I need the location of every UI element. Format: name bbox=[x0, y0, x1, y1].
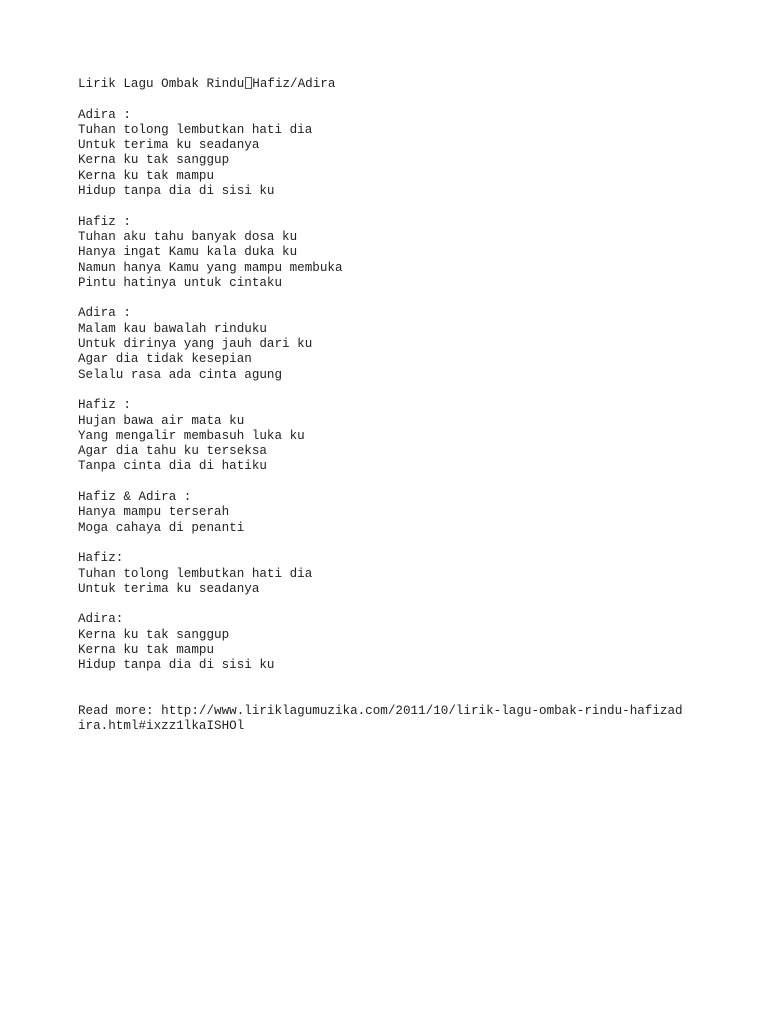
verse-6-speaker: Hafiz: bbox=[78, 551, 124, 566]
verse-4-speaker: Hafiz : bbox=[78, 398, 131, 413]
read-more-line-1: Read more: http://www.liriklagumuzika.com/2011/10/lirik-lagu-ombak-rindu-hafizad bbox=[78, 704, 683, 719]
lyric-line: Selalu rasa ada cinta agung bbox=[78, 367, 283, 382]
blank-line bbox=[78, 92, 738, 107]
lyric-line: Hanya ingat Kamu kala duka ku bbox=[78, 245, 298, 260]
blank-line bbox=[78, 674, 738, 705]
verse-2-speaker: Hafiz : bbox=[78, 214, 131, 229]
lyric-line: Agar dia tidak kesepian bbox=[78, 352, 252, 367]
verse-3-speaker: Adira : bbox=[78, 306, 131, 321]
verse-5-speaker: Hafiz & Adira : bbox=[78, 490, 192, 505]
lyric-line: Kerna ku tak mampu bbox=[78, 168, 215, 183]
document-title bbox=[78, 77, 738, 92]
lyric-line: Kerna ku tak sanggup bbox=[78, 627, 230, 642]
lyric-line: Kerna ku tak mampu bbox=[78, 642, 215, 657]
title-artists: Hafiz/Adira bbox=[252, 77, 336, 91]
blank-line bbox=[78, 383, 738, 398]
lyric-line: Tuhan aku tahu banyak dosa ku bbox=[78, 229, 298, 244]
lyrics-text bbox=[78, 77, 738, 735]
lyric-line: Tuhan tolong lembutkan hati dia bbox=[78, 122, 313, 137]
lyric-line: Untuk terima ku seadanya bbox=[78, 581, 260, 596]
blank-line bbox=[78, 291, 738, 306]
read-more-line-2: ira.html#ixzz1lkaISHOl bbox=[78, 719, 245, 734]
lyric-line: Tanpa cinta dia di hatiku bbox=[78, 459, 267, 474]
lyric-line: Tuhan tolong lembutkan hati dia bbox=[78, 566, 313, 581]
blank-line bbox=[78, 475, 738, 490]
lyric-line: Hujan bawa air mata ku bbox=[78, 413, 245, 428]
lyric-line: Kerna ku tak sanggup bbox=[78, 153, 230, 168]
verse-7-speaker: Adira: bbox=[78, 612, 124, 627]
verse-1-speaker: Adira : bbox=[78, 107, 131, 122]
lyric-line: Hidup tanpa dia di sisi ku bbox=[78, 184, 275, 199]
lyric-line: Hidup tanpa dia di sisi ku bbox=[78, 658, 275, 673]
lyric-line: Untuk terima ku seadanya bbox=[78, 138, 260, 153]
blank-line bbox=[78, 199, 738, 214]
lyric-line: Namun hanya Kamu yang mampu membuka bbox=[78, 260, 343, 275]
blank-line bbox=[78, 536, 738, 551]
title-song-name: Lirik Lagu Ombak Rindu bbox=[78, 77, 245, 91]
lyric-line: Untuk dirinya yang jauh dari ku bbox=[78, 337, 313, 352]
missing-glyph-box bbox=[245, 77, 252, 89]
lyric-line: Agar dia tahu ku terseksa bbox=[78, 444, 267, 459]
lyric-line: Malam kau bawalah rinduku bbox=[78, 321, 267, 336]
lyric-line: Pintu hatinya untuk cintaku bbox=[78, 275, 283, 290]
blank-line bbox=[78, 597, 738, 612]
lyric-line: Moga cahaya di penanti bbox=[78, 520, 245, 535]
lyric-line: Yang mengalir membasuh luka ku bbox=[78, 428, 305, 443]
lyric-line: Hanya mampu terserah bbox=[78, 505, 230, 520]
